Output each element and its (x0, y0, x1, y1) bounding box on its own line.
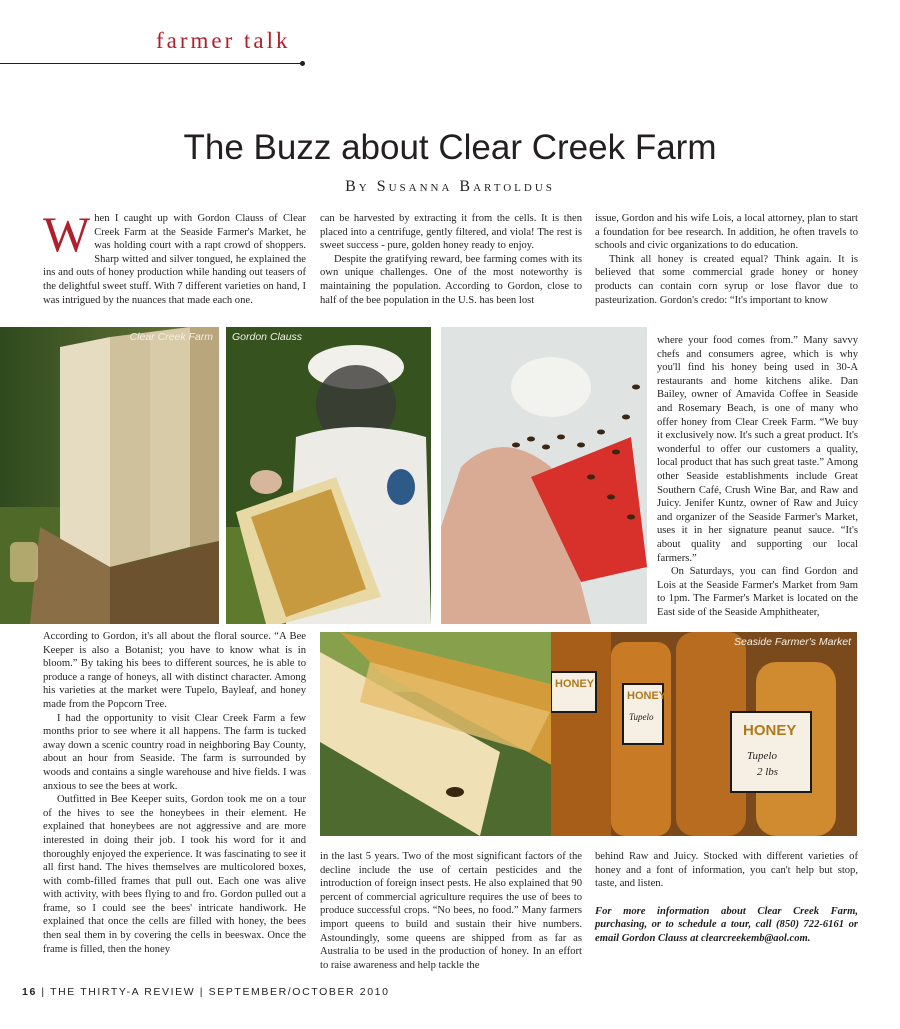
jar-sub-3: Tupelo (747, 750, 777, 762)
col3-bottom-p1: behind Raw and Juicy. Stocked with different varieties of honey and a font of information, you can't help but stop, taste, and listen. (595, 851, 858, 890)
col2-top-p1: can be harvested by extracting it from the cells. It is then placed into a centrifuge, gently filtered, and viola! The rest is sweet success - pure, golden honey ready to enjoy. (320, 213, 582, 252)
honeycomb-illustration (320, 632, 583, 836)
jar-label-1: HONEY (555, 678, 595, 690)
section-rule (0, 63, 302, 64)
hives-illustration (0, 327, 219, 624)
bees-hand-illustration (441, 327, 647, 624)
col3-top-p2: Think all honey is created equal? Think again. It is believed that some commercial grade honey or honey products can contain corn syrup or lose flavor due to pasteurization. Gordon's credo: “It's important to know (595, 253, 858, 306)
col2-top-p2: Despite the gratifying reward, bee farming comes with its own unique challenges. One of the most noteworthy is maintaining the population. According to Gordon, close to half of the bee population in the U.S. has been lost (320, 253, 582, 306)
caption-jars: Seaside Farmer's Market (734, 636, 851, 648)
footer-separator-2: | (199, 986, 205, 998)
drop-cap: W (43, 206, 91, 262)
col3-top-p1: issue, Gordon and his wife Lois, a local attorney, plan to start a foundation for bee research. In addition, he often travels to schools and civic organizations to do education. (595, 213, 858, 252)
col1-bottom-p2: I had the opportunity to visit Clear Creek Farm a few months prior to see where it all happens. The farm is tucked away down a scenic country road in neighboring Bay County, about an hour from Seaside. The farm is surrounded by woods and contains a single warehouse and hive fields. I was anxious to see the bees at work. (43, 712, 306, 792)
caption-beekeeper: Gordon Clauss (232, 331, 303, 343)
jar-label-2: HONEY (627, 690, 667, 702)
byline: By Susanna Bartoldus (345, 178, 555, 195)
issue-date: SEPTEMBER/OCTOBER 2010 (208, 986, 390, 998)
col2-top (320, 212, 582, 307)
col3-mid-p1: where your food comes from.” Many savvy chefs and consumers agree, which is why you'll find his honey being used in 30-A restaurants and home kitchens alike. Dan Bailey, owner of Amavida Coffee in Seaside and Rosemary Beach, is one of many who offer honey from Clear Creek Farm. “We buy it exclusively now. It's such a great product. It's wonderful to offer our customers a quality, local product that has such great taste.” Among other Seaside establishments include Great Southern Café, Crush Wine Bar, and Raw and Juicy. Jenifer Kuntz, owner of Raw and Juicy and organizer of the Seaside Farmer's Market, uses it in her signature peanut sauce. “It's about quality and supporting our local farmers.” (657, 335, 858, 564)
col2-bottom (320, 850, 582, 972)
info-paragraph: For more information about Clear Creek Farm, purchasing, or to schedule a tour, call (850) 722-6161 or email Gordon Clauss at clearcreekemb@aol.com. (595, 905, 858, 944)
col3-bottom (595, 850, 858, 946)
col1-top-paragraph: hen I caught up with Gordon Clauss of Clear Creek Farm at the Seaside Farmer's Market, he was holding court with a rapt crowd of shoppers. Sharp witted and silver tongued, he explained the ins and outs of honey production while handing out teasers of the delightful sweet stuff. With 7 different varieties on hand, I was intrigued by the nuances that made each one. (43, 213, 306, 306)
section-label: farmer talk (156, 28, 291, 53)
page-number: 16 (22, 986, 37, 998)
jar-sub-2: Tupelo (629, 712, 654, 722)
col1-bottom-p1: According to Gordon, it's all about the floral source. “A Bee Keeper is also a Botanist; you have to know what is in bloom.” By taking his bees to different sources, he is able to produce a range of honeys, all with distinct character. Among his varieties at the market were Tupelo, Bayleaf, and honey made from the Popcorn Tree. (43, 631, 306, 710)
col1-bottom-p3: Outfitted in Bee Keeper suits, Gordon took me on a tour of the hives to see the honeybees in their element. He explained that honeybees are not aggressive and are more interested in doing their job. I took his word for it and thoroughly enjoyed the experience. It was fascinating to see it all first hand. The hives themselves are multicolored boxes, with comb-filled frames that pull out. Each one was alive with activity, with bees flying to and fro. Gordon pulled out a frame, so I could see the bees' intricate handiwork. He explained that once the cells are filled with honey, the bees then seal them in by covering the cells in beeswax. Once the frame is filled, then the honey (43, 794, 306, 955)
col1-top (43, 206, 306, 307)
photo-honey-jars (551, 632, 857, 836)
photo-beekeeper (226, 327, 431, 624)
page-footer (22, 986, 390, 998)
col3-top (595, 212, 858, 307)
photo-hives (0, 327, 219, 624)
section-rule-dot (300, 61, 305, 66)
col2-bottom-p1: in the last 5 years. Two of the most significant factors of the decline include the use of certain pesticides and the introduction of foreign insect pests. He also explained that 90 percent of commercial agriculture requires the use of bees to produce successful crops. “No bees, no food.” Many farmers import queens to build and sustain their hive numbers. Astoundingly, some queens are shipped from as far as Australia to be used in the production of honey. In an effort to raise awareness and help tackle the (320, 851, 582, 971)
beekeeper-illustration (226, 327, 431, 624)
honey-jars-illustration (551, 632, 857, 836)
col1-bottom (43, 630, 306, 956)
caption-hives: Clear Creek Farm (129, 331, 213, 343)
photo-honeycomb (320, 632, 583, 836)
footer-separator-1: | (41, 986, 46, 998)
jar-weight-3: 2 lbs (757, 766, 779, 778)
col3-mid (657, 334, 858, 619)
photo-bees-hand (441, 327, 647, 624)
jar-label-3: HONEY (743, 722, 797, 739)
publication-name: THE THIRTY-A REVIEW (50, 986, 196, 998)
col3-mid-p2: On Saturdays, you can find Gordon and Lois at the Seaside Farmer's Market from 9am to 1pm. The Farmer's Market is located on the East side of the Seaside Amphitheater, (657, 566, 858, 618)
headline: The Buzz about Clear Creek Farm (183, 128, 717, 167)
